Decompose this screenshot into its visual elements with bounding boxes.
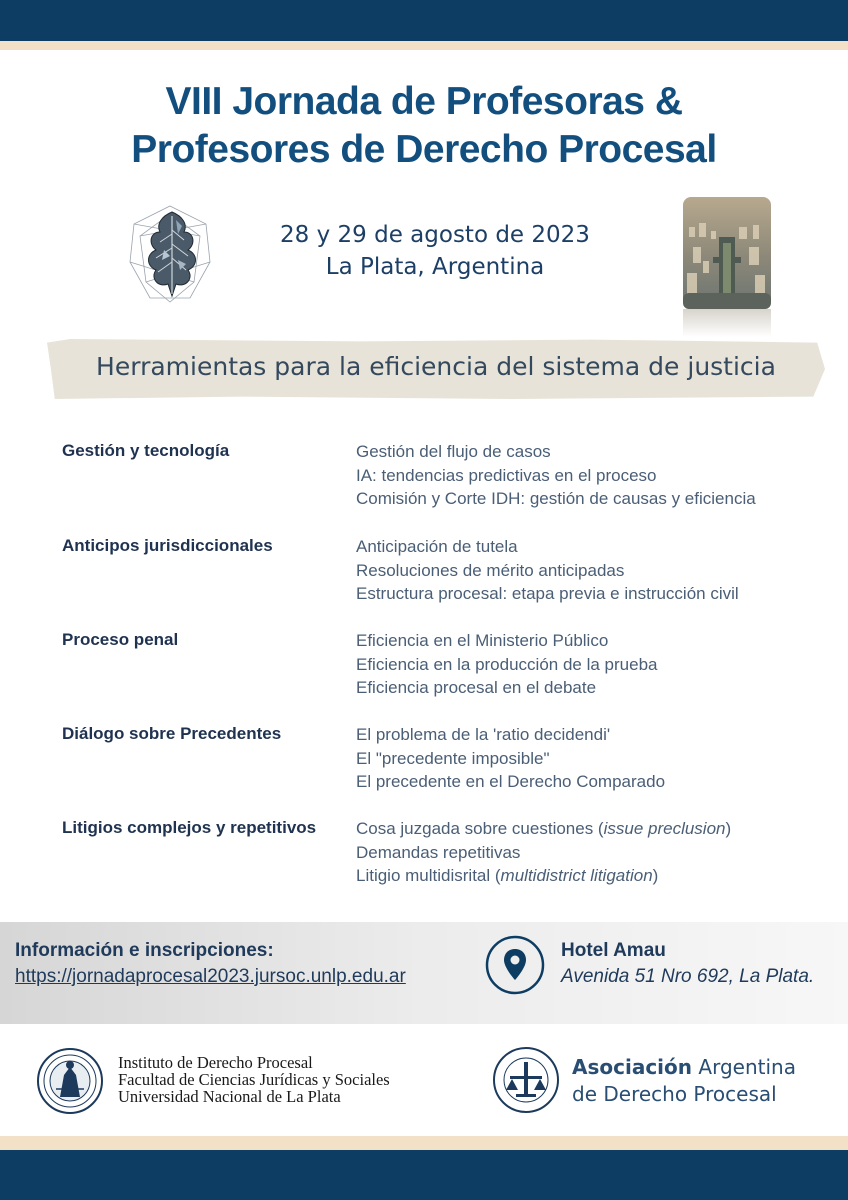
list-item: Comisión y Corte IDH: gestión de causas y eficiencia [356,489,756,508]
list-item: Eficiencia en la producción de la prueba [356,654,658,674]
venue-address: Avenida 51 Nro 692, La Plata. [561,966,815,987]
event-title [0,78,848,174]
location-pin-icon [484,934,546,996]
theme-banner-text: Herramientas para la eficiencia del sistema de justicia [96,352,776,381]
topic-litigios: Litigios complejos y repetitivos [62,818,317,837]
list-item: El precedente en el Derecho Comparado [356,772,666,791]
topic-precedentes: Diálogo sobre Precedentes [62,724,282,743]
list-item: Anticipación de tutela [356,537,518,556]
topic-proceso-penal: Proceso penal [62,630,179,649]
faculty-line: Facultad de Ciencias Jurídicas y Sociales [118,1070,390,1089]
topic-gestion: Gestión y tecnología [62,441,230,460]
topic-anticipos: Anticipos jurisdiccionales [62,536,273,555]
title-line-1: VIII Jornada de Profesoras & [165,80,683,123]
association-name [572,1054,796,1108]
topic-anticipos-items [356,535,826,606]
list-item: IA: tendencias predictivas en el proceso [356,465,657,485]
list-item: Litigio multidisrital (multidistrict litigation) [356,866,659,885]
info-label: Información e inscripciones: [15,940,274,961]
topic-proceso-penal-items [356,629,826,700]
list-item: Resoluciones de mérito anticipadas [356,560,625,580]
topic-gestion-items [356,440,826,511]
topic-precedentes-items [356,723,826,794]
top-stripe [0,41,848,50]
list-item: Eficiencia en el Ministerio Público [356,631,609,650]
registration-link[interactable]: https://jornadaprocesal2023.jursoc.unlp.edu.ar [15,966,406,987]
list-item: Demandas repetitivas [356,842,521,862]
list-item: Estructura procesal: etapa previa e instrucción civil [356,584,739,603]
list-item: El "precedente imposible" [356,748,550,768]
oak-leaf-logo [124,200,216,308]
list-item: Gestión del flujo de casos [356,442,551,461]
association-line-1: Asociación Argentina [572,1055,796,1079]
venue-name: Hotel Amau [561,940,666,961]
unlp-seal-logo [36,1045,104,1117]
institute-line: Instituto de Derecho Procesal [118,1053,313,1072]
event-date: 28 y 29 de agosto de 2023 [280,222,590,248]
list-item: Eficiencia procesal en el debate [356,678,597,697]
aadp-seal-logo [492,1046,560,1114]
photo-reflection [683,309,771,337]
university-line: Universidad Nacional de La Plata [118,1087,341,1106]
topic-litigios-items [356,817,826,888]
city-aerial-photo [683,197,771,309]
top-band [0,0,848,41]
event-location: La Plata, Argentina [325,254,545,280]
event-dates [250,219,620,283]
association-line-2: de Derecho Procesal [572,1082,777,1106]
title-line-2: Profesores de Derecho Procesal [131,128,717,171]
list-item: El problema de la 'ratio decidendi' [356,725,611,744]
bottom-stripe [0,1136,848,1150]
list-item: Cosa juzgada sobre cuestiones (issue preclusion) [356,819,732,838]
institute-text [118,1054,390,1105]
bottom-band [0,1150,848,1200]
